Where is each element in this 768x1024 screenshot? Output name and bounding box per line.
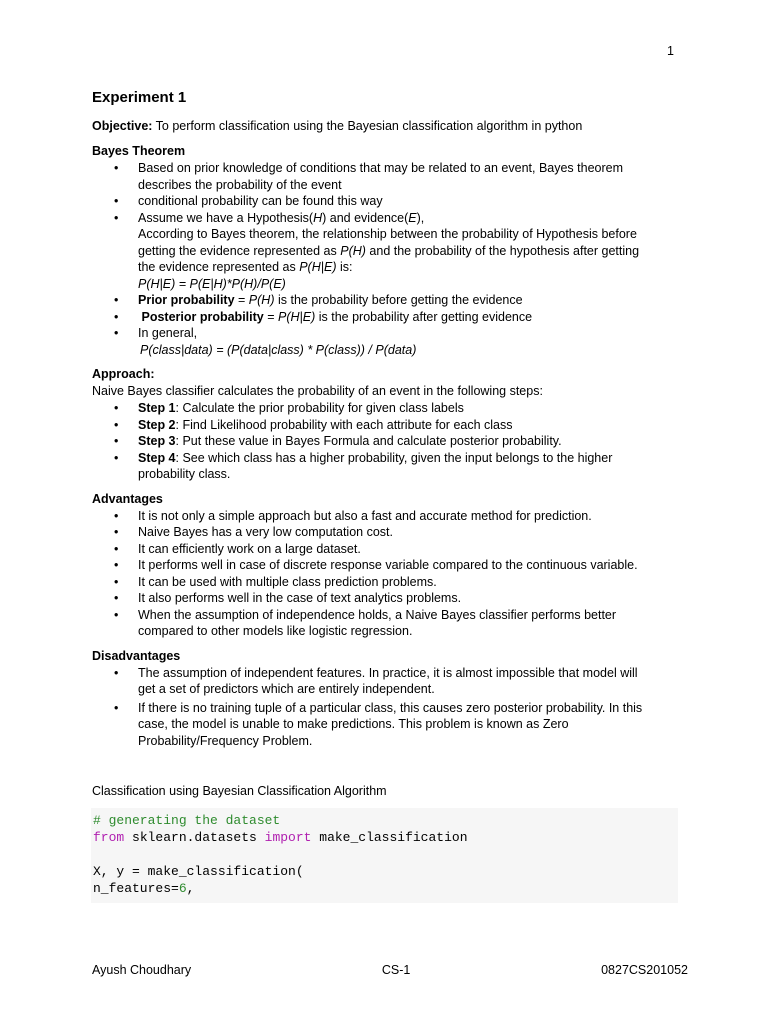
disadvantages-heading: Disadvantages — [92, 648, 181, 663]
footer-course: CS-1 — [381, 963, 411, 977]
list-item: • Assume we have a Hypothesis(H) and evidence(E), According to Bayes theorem, the relationship between the probability of Hypothesis before getting the evidence represented as P(H) and the probability of the hypothesis after getting the evidence represented as P(H|E) is: P(H|E) = P(E|H)*P(H)/P(E) — [92, 210, 678, 293]
list-item: • The assumption of independent features. In practice, it is almost impossible that model will get a set of predictors which are entirely independent. — [114, 665, 638, 696]
bayes-formula: P(H|E) = P(E|H)*P(H)/P(E) — [138, 276, 286, 291]
classification-title: Classification using Bayesian Classification Algorithm — [92, 784, 387, 798]
advantages-section — [92, 491, 678, 640]
bayes-heading: Bayes Theorem — [92, 144, 186, 158]
advantages-heading: Advantages — [92, 491, 163, 506]
disadvantages-list — [92, 665, 678, 750]
list-item: • Naive Bayes has a very low computation cost. — [114, 525, 393, 539]
list-item: • It is not only a simple approach but also a fast and accurate method for prediction. — [114, 508, 592, 523]
bayes-b1-line2: describes the probability of the event — [138, 177, 342, 192]
list-item: • When the assumption of independence holds, a Naive Bayes classifier performs better compared to other models like logistic regression. — [114, 607, 617, 638]
list-item: • If there is no training tuple of a particular class, this causes zero posterior probability. In this case, the model is unable to make predictions. This problem is known as Zero Probability/Frequency Problem. — [114, 700, 643, 748]
bayes-b3-line4: the evidence represented as P(H|E) is: — [138, 260, 353, 274]
bayes-section — [92, 143, 678, 358]
approach-steps — [92, 400, 678, 483]
list-item: • Based on prior knowledge of conditions that may be related to an event, Bayes theorem describes the probability of the event — [92, 160, 678, 193]
list-item: • conditional probability can be found this way — [114, 194, 383, 208]
code-block: # generating the dataset from sklearn.datasets import make_classification X, y = make_classification( n_features=6, — [91, 808, 678, 903]
list-item: • It also performs well in the case of text analytics problems. — [114, 591, 462, 605]
approach-intro: Naive Bayes classifier calculates the probability of an event in the following steps: — [92, 384, 543, 398]
code-comment: # generating the dataset — [93, 813, 281, 828]
list-item: • Step 2: Find Likelihood probability with each attribute for each class — [114, 417, 513, 432]
list-item: • Step 3: Put these value in Bayes Formula and calculate posterior probability. — [114, 434, 562, 448]
bayes-b6-line1: In general, — [138, 326, 198, 340]
approach-section — [92, 366, 678, 483]
list-item: • It can be used with multiple class prediction problems. — [114, 574, 437, 589]
general-formula: P(class|data) = (P(data|class) * P(class)) / P(data) — [140, 342, 417, 357]
footer — [92, 963, 688, 977]
objective-label: Objective: — [92, 119, 153, 133]
document-body — [92, 88, 678, 903]
list-item: • In general, P(class|data) = (P(data|class) * P(class)) / P(data) — [92, 325, 678, 358]
list-item: • Step 1: Calculate the prior probability for given class labels — [114, 401, 464, 415]
page-title: Experiment 1 — [92, 89, 187, 106]
bayes-b3-line2: According to Bayes theorem, the relationship between the probability of Hypothesis before — [138, 227, 637, 241]
bayes-b2: conditional probability can be found this way — [138, 194, 383, 208]
list-item: • It can efficiently work on a large dataset. — [114, 541, 361, 556]
objective-text: To perform classification using the Bayesian classification algorithm in python — [152, 119, 583, 133]
approach-heading: Approach: — [92, 367, 155, 381]
bayes-b3-line3: getting the evidence represented as P(H) and the probability of the hypothesis after getting — [138, 243, 640, 258]
list-item: • Prior probability = P(H) is the probability before getting the evidence — [114, 293, 523, 307]
bayes-list — [92, 160, 678, 358]
objective — [92, 118, 678, 135]
page-number: 1 — [667, 44, 674, 58]
bayes-b1-line1: Based on prior knowledge of conditions that may be related to an event, Bayes theorem — [138, 161, 624, 175]
footer-id: 0827CS201052 — [601, 963, 688, 977]
advantages-list — [92, 508, 678, 640]
list-item: • Step 4: See which class has a higher probability, given the input belongs to the higher probability class. — [114, 450, 613, 481]
list-item: • Posterior probability = P(H|E) is the probability after getting evidence — [114, 309, 533, 324]
footer-name: Ayush Choudhary — [92, 963, 192, 977]
bayes-b3-line1: Assume we have a Hypothesis(H) and evidence(E), — [138, 210, 425, 225]
list-item: • It performs well in case of discrete response variable compared to the continuous variable. — [114, 558, 638, 572]
disadvantages-section — [92, 648, 678, 750]
